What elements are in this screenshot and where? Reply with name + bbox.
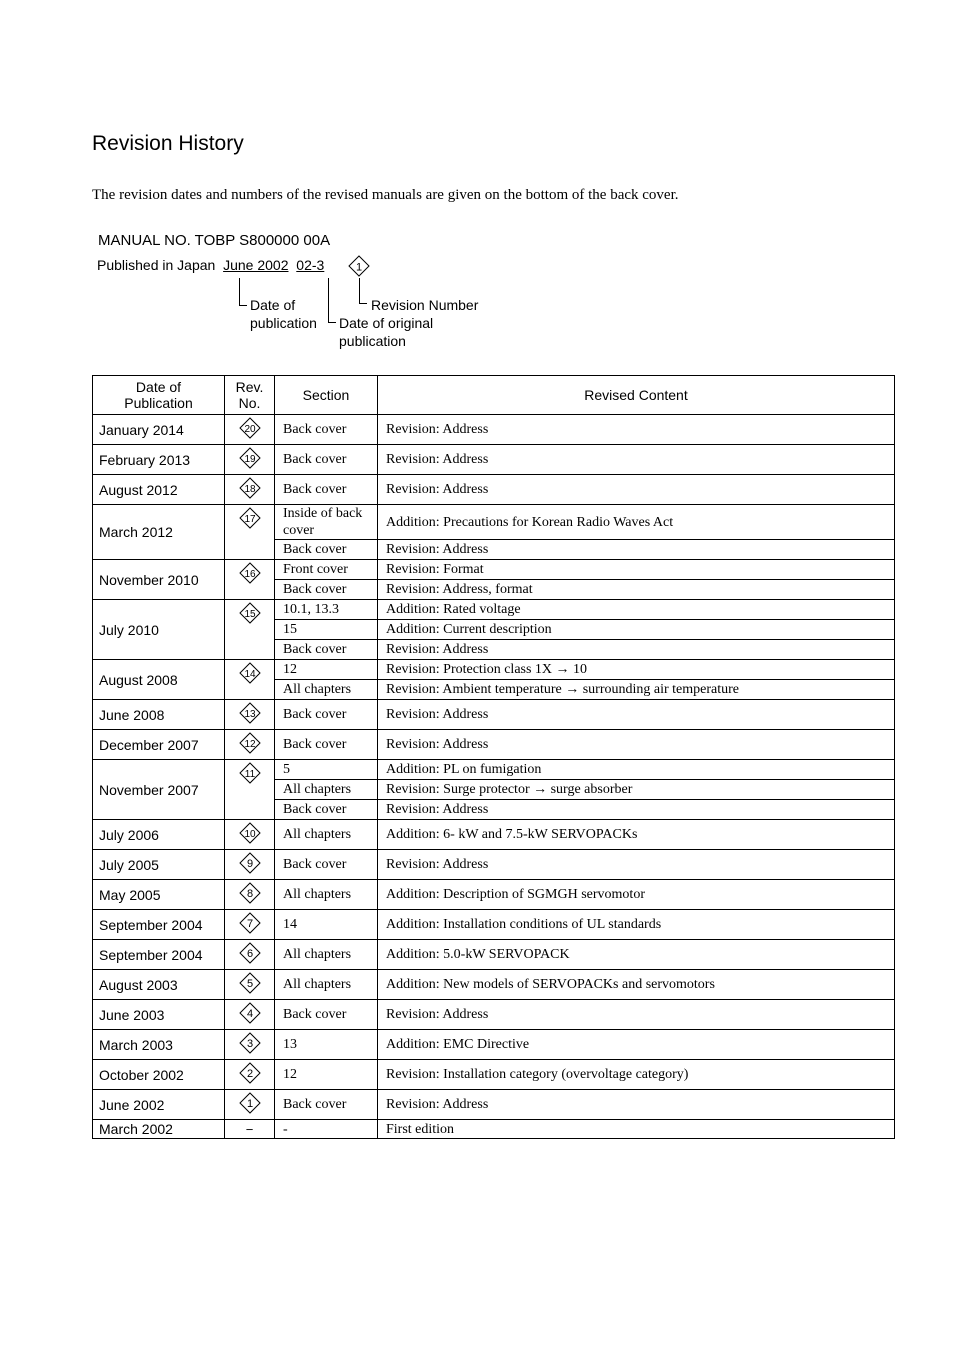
table-row <box>93 910 895 940</box>
revision-diamond-icon <box>239 852 261 874</box>
cell-section: Back cover <box>275 730 378 760</box>
cell-section: Back cover <box>275 445 378 475</box>
cell-date: December 2007 <box>93 730 225 760</box>
revision-number-diamond-icon <box>348 255 370 277</box>
cell-section: Back cover <box>275 475 378 505</box>
header-date: Date of Publication <box>93 376 225 415</box>
cell-date: January 2014 <box>93 415 225 445</box>
cell-content: Revision: Address <box>378 850 895 880</box>
cell-content: Revision: Address <box>378 700 895 730</box>
callout-line <box>359 278 360 304</box>
revision-diamond-icon <box>239 477 261 499</box>
table-row <box>93 415 895 445</box>
cell-content: Revision: Address <box>378 540 895 560</box>
svg-text:6: 6 <box>246 948 253 960</box>
cell-date: June 2008 <box>93 700 225 730</box>
svg-text:12: 12 <box>243 739 256 750</box>
cell-section: 12 <box>275 1060 378 1090</box>
header-section: Section <box>275 376 378 415</box>
cell-content: Addition: New models of SERVOPACKs and servomotors <box>378 970 895 1000</box>
cell-rev <box>225 910 275 940</box>
svg-text:13: 13 <box>243 709 256 720</box>
cell-date: November 2010 <box>93 560 225 600</box>
revision-diamond-icon <box>239 702 261 724</box>
cell-rev <box>225 1090 275 1120</box>
cell-date: July 2006 <box>93 820 225 850</box>
cell-rev <box>225 475 275 505</box>
cell-date: September 2004 <box>93 940 225 970</box>
table-row <box>93 445 895 475</box>
cell-section: 5 <box>275 760 378 780</box>
cell-rev <box>225 820 275 850</box>
cell-date: October 2002 <box>93 1060 225 1090</box>
cell-rev <box>225 970 275 1000</box>
cell-section: All chapters <box>275 970 378 1000</box>
cell-content: Revision: Format <box>378 560 895 580</box>
cell-rev <box>225 1000 275 1030</box>
cell-content: Revision: Address <box>378 1090 895 1120</box>
table-row <box>93 760 895 780</box>
svg-text:2: 2 <box>246 1068 253 1080</box>
svg-text:17: 17 <box>243 514 256 525</box>
header-rev: Rev. No. <box>225 376 275 415</box>
svg-text:11: 11 <box>244 769 255 780</box>
svg-text:5: 5 <box>246 978 253 990</box>
cell-section: All chapters <box>275 680 378 700</box>
revision-diamond-icon <box>239 1092 261 1114</box>
callout-line <box>239 305 247 306</box>
cell-date: February 2013 <box>93 445 225 475</box>
cell-rev <box>225 560 275 600</box>
label-date-of-publication: Date of publication <box>250 297 317 331</box>
revision-diamond-icon <box>239 602 261 624</box>
svg-text:1: 1 <box>246 1098 253 1110</box>
table-row <box>93 1030 895 1060</box>
table-header-row <box>93 376 895 415</box>
revision-diamond-icon <box>239 562 261 584</box>
published-in-label: Published in Japan <box>97 257 216 273</box>
label-date-of-original-publication: Date of original publication <box>339 315 434 349</box>
cell-section: 14 <box>275 910 378 940</box>
cell-date: June 2002 <box>93 1090 225 1120</box>
cell-section: Back cover <box>275 415 378 445</box>
cell-section: Back cover <box>275 850 378 880</box>
cell-rev <box>225 1030 275 1060</box>
table-row <box>93 700 895 730</box>
svg-text:14: 14 <box>243 669 256 680</box>
revision-diamond-icon <box>239 912 261 934</box>
cell-section: Back cover <box>275 580 378 600</box>
cell-content: Revision: Protection class 1X → 10 <box>378 660 895 680</box>
cell-section: Back cover <box>275 700 378 730</box>
table-row <box>93 850 895 880</box>
cell-section: Back cover <box>275 540 378 560</box>
cell-date: November 2007 <box>93 760 225 820</box>
cell-rev <box>225 505 275 560</box>
revision-diamond-icon <box>239 822 261 844</box>
cell-rev: − <box>225 1120 275 1139</box>
cell-section: All chapters <box>275 820 378 850</box>
table-row <box>93 660 895 680</box>
cell-section: Front cover <box>275 560 378 580</box>
table-row <box>93 1090 895 1120</box>
revision-diamond-icon <box>239 1062 261 1084</box>
table-row <box>93 560 895 580</box>
cell-date: May 2005 <box>93 880 225 910</box>
cell-content: Revision: Address <box>378 1000 895 1030</box>
revision-diamond-icon <box>239 882 261 904</box>
cell-content: Revision: Address <box>378 445 895 475</box>
cell-content: Addition: PL on fumigation <box>378 760 895 780</box>
revision-diamond-icon <box>239 1002 261 1024</box>
svg-text:20: 20 <box>243 424 256 435</box>
cell-content: Revision: Address, format <box>378 580 895 600</box>
svg-text:7: 7 <box>246 918 253 930</box>
cell-section: - <box>275 1120 378 1139</box>
revision-table <box>92 375 895 1139</box>
cell-date: March 2003 <box>93 1030 225 1060</box>
page-title: Revision History <box>92 132 244 155</box>
revision-diamond-icon <box>239 662 261 684</box>
cell-rev <box>225 880 275 910</box>
table-row <box>93 505 895 540</box>
table-row <box>93 600 895 620</box>
svg-text:9: 9 <box>246 858 253 870</box>
table-row <box>93 1120 895 1139</box>
cell-section: Back cover <box>275 640 378 660</box>
cell-content: Addition: Rated voltage <box>378 600 895 620</box>
svg-text:19: 19 <box>243 454 256 465</box>
cell-section: All chapters <box>275 940 378 970</box>
svg-text:3: 3 <box>246 1038 253 1050</box>
svg-text:8: 8 <box>246 888 253 900</box>
svg-text:4: 4 <box>246 1008 253 1020</box>
cell-content: Addition: Current description <box>378 620 895 640</box>
revision-diamond-icon <box>239 732 261 754</box>
callout-line <box>328 278 329 323</box>
revision-diamond-icon <box>239 447 261 469</box>
revision-diamond-icon <box>239 972 261 994</box>
cell-content: Addition: Precautions for Korean Radio Waves Act <box>378 505 895 540</box>
table-row <box>93 1060 895 1090</box>
svg-text:1: 1 <box>355 261 363 274</box>
cell-date: August 2003 <box>93 970 225 1000</box>
cell-content: Addition: Installation conditions of UL standards <box>378 910 895 940</box>
table-row <box>93 730 895 760</box>
cell-content: Revision: Address <box>378 415 895 445</box>
table-row <box>93 970 895 1000</box>
revision-diamond-icon <box>239 942 261 964</box>
cell-content: First edition <box>378 1120 895 1139</box>
callout-line <box>239 278 240 306</box>
cell-date: July 2010 <box>93 600 225 660</box>
cell-date: June 2003 <box>93 1000 225 1030</box>
cell-content: Addition: Description of SGMGH servomotor <box>378 880 895 910</box>
cell-section: 12 <box>275 660 378 680</box>
cell-rev <box>225 600 275 660</box>
cell-rev <box>225 850 275 880</box>
publication-date: June 2002 <box>223 257 289 273</box>
cell-rev <box>225 1060 275 1090</box>
cell-section: 10.1, 13.3 <box>275 600 378 620</box>
cell-content: Revision: Ambient temperature → surrounding air temperature <box>378 680 895 700</box>
cell-content: Addition: 6- kW and 7.5-kW SERVOPACKs <box>378 820 895 850</box>
cell-section: Back cover <box>275 1090 378 1120</box>
cell-section: 15 <box>275 620 378 640</box>
publication-line <box>97 257 324 273</box>
manual-number: MANUAL NO. TOBP S800000 00A <box>98 232 331 249</box>
cell-content: Revision: Address <box>378 730 895 760</box>
cell-content: Revision: Address <box>378 475 895 505</box>
revision-diamond-icon <box>239 507 261 529</box>
cell-content: Addition: 5.0-kW SERVOPACK <box>378 940 895 970</box>
callout-line <box>359 303 367 304</box>
table-row <box>93 820 895 850</box>
cell-content: Addition: EMC Directive <box>378 1030 895 1060</box>
cell-date: August 2008 <box>93 660 225 700</box>
revision-diamond-icon <box>239 1032 261 1054</box>
cell-section: 13 <box>275 1030 378 1060</box>
cell-section: Back cover <box>275 800 378 820</box>
svg-text:18: 18 <box>243 484 256 495</box>
cell-section: Back cover <box>275 1000 378 1030</box>
cell-rev <box>225 760 275 820</box>
original-date-code: 02-3 <box>296 257 325 273</box>
intro-text: The revision dates and numbers of the revised manuals are given on the bottom of the back cover. <box>92 187 679 203</box>
cell-rev <box>225 415 275 445</box>
cell-rev <box>225 700 275 730</box>
cell-rev <box>225 660 275 700</box>
revision-diamond-icon <box>239 762 261 784</box>
cell-content: Revision: Address <box>378 640 895 660</box>
revision-diamond-icon <box>239 417 261 439</box>
cell-date: March 2012 <box>93 505 225 560</box>
cell-date: September 2004 <box>93 910 225 940</box>
cell-section: All chapters <box>275 880 378 910</box>
cell-rev <box>225 730 275 760</box>
svg-text:10: 10 <box>243 829 256 840</box>
cell-content: Revision: Installation category (overvoltage category) <box>378 1060 895 1090</box>
svg-text:15: 15 <box>243 609 256 620</box>
svg-text:16: 16 <box>243 569 256 580</box>
cell-date: March 2002 <box>93 1120 225 1139</box>
table-row <box>93 880 895 910</box>
table-row <box>93 940 895 970</box>
cell-section: All chapters <box>275 780 378 800</box>
table-row <box>93 475 895 505</box>
cell-date: August 2012 <box>93 475 225 505</box>
table-row <box>93 1000 895 1030</box>
header-content: Revised Content <box>378 376 895 415</box>
cell-content: Revision: Surge protector → surge absorber <box>378 780 895 800</box>
cell-content: Revision: Address <box>378 800 895 820</box>
callout-line <box>328 322 336 323</box>
cell-rev <box>225 940 275 970</box>
cell-section: Inside of back cover <box>275 505 378 540</box>
label-revision-number: Revision Number <box>371 297 479 313</box>
cell-rev <box>225 445 275 475</box>
cell-date: July 2005 <box>93 850 225 880</box>
